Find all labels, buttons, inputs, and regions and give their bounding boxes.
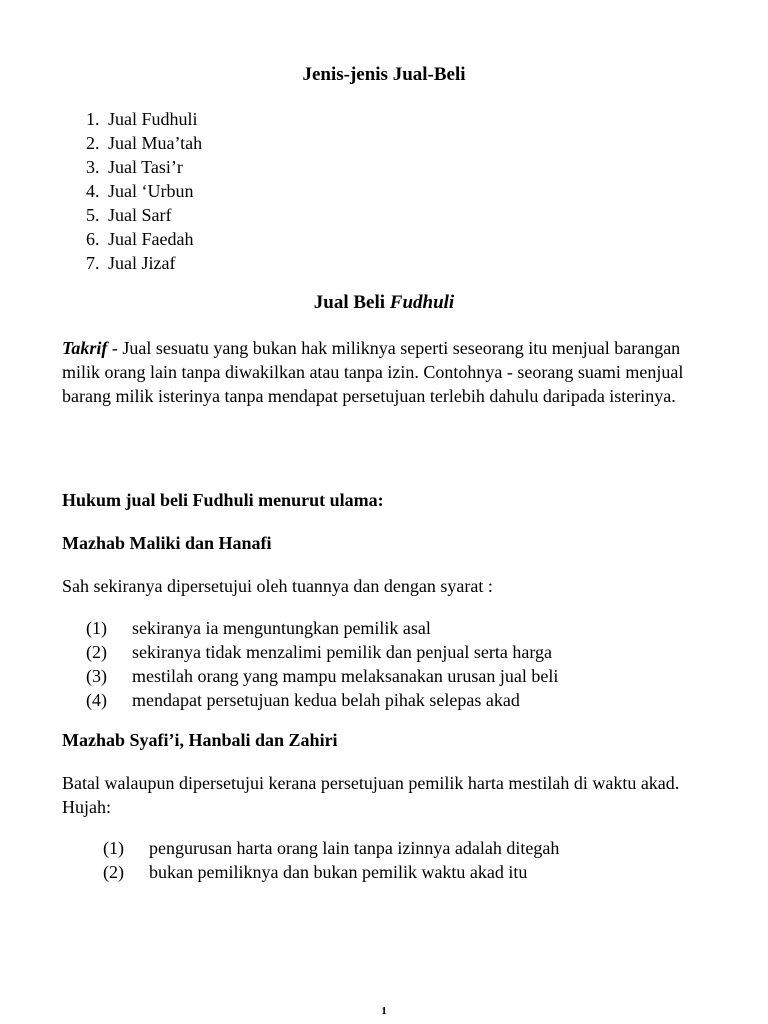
document-title: Jenis-jenis Jual-Beli bbox=[302, 64, 466, 85]
syafii-intro: Batal walaupun dipersetujui kerana persetujuan pemilik harta mestilah di waktu akad. Hujah: bbox=[62, 773, 680, 817]
condition-text: sekiranya tidak menzalimi pemilik dan penjual serta harga bbox=[132, 642, 553, 662]
list-item bbox=[86, 179, 202, 203]
list-item bbox=[86, 107, 202, 131]
maliki-heading: Mazhab Maliki dan Hanafi bbox=[62, 533, 272, 553]
page-number: 1 bbox=[381, 1005, 387, 1017]
list-label: Jual Sarf bbox=[108, 205, 172, 225]
syafii-heading: Mazhab Syafi’i, Hanbali dan Zahiri bbox=[62, 730, 338, 750]
condition-text: mestilah orang yang mampu melaksanakan urusan jual beli bbox=[132, 666, 559, 686]
list-number: 2. bbox=[86, 133, 100, 153]
list-number: 3. bbox=[86, 157, 100, 177]
list-label: Jual Mua’tah bbox=[108, 133, 203, 153]
list-item bbox=[86, 155, 202, 179]
types-list bbox=[86, 107, 202, 275]
argument-text: pengurusan harta orang lain tanpa izinnya adalah ditegah bbox=[149, 838, 560, 858]
list-item bbox=[103, 860, 559, 884]
list-label: Jual Faedah bbox=[108, 229, 194, 249]
list-item bbox=[86, 203, 202, 227]
section-title-prefix: Jual Beli bbox=[313, 292, 386, 313]
maliki-conditions-list bbox=[86, 616, 558, 712]
list-item bbox=[86, 616, 558, 640]
section-title bbox=[0, 292, 768, 314]
takrif-paragraph bbox=[62, 336, 710, 408]
syafii-arguments-list bbox=[103, 836, 559, 884]
list-number: 6. bbox=[86, 229, 100, 249]
list-number: 5. bbox=[86, 205, 100, 225]
list-label: Jual Jizaf bbox=[108, 253, 176, 273]
takrif-lead: Takrif bbox=[62, 338, 108, 358]
list-number: 1. bbox=[86, 109, 100, 129]
list-item bbox=[86, 640, 558, 664]
condition-text: sekiranya ia menguntungkan pemilik asal bbox=[132, 618, 431, 638]
list-number: 4. bbox=[86, 181, 100, 201]
condition-number: (2) bbox=[86, 642, 107, 662]
argument-number: (2) bbox=[103, 862, 124, 882]
condition-number: (3) bbox=[86, 666, 107, 686]
list-item bbox=[86, 251, 202, 275]
list-item bbox=[86, 131, 202, 155]
argument-text: bukan pemiliknya dan bukan pemilik waktu akad itu bbox=[149, 862, 528, 882]
list-item bbox=[86, 688, 558, 712]
condition-number: (1) bbox=[86, 618, 107, 638]
condition-number: (4) bbox=[86, 690, 107, 710]
list-item bbox=[103, 836, 559, 860]
hukum-heading: Hukum jual beli Fudhuli menurut ulama: bbox=[62, 490, 384, 510]
maliki-intro: Sah sekiranya dipersetujui oleh tuannya dan dengan syarat : bbox=[62, 576, 493, 596]
list-number: 7. bbox=[86, 253, 100, 273]
list-label: Jual ‘Urbun bbox=[108, 181, 194, 201]
condition-text: mendapat persetujuan kedua belah pihak selepas akad bbox=[132, 690, 520, 710]
list-label: Jual Tasi’r bbox=[108, 157, 183, 177]
section-title-italic: Fudhuli bbox=[389, 292, 455, 313]
list-item bbox=[86, 227, 202, 251]
argument-number: (1) bbox=[103, 838, 124, 858]
list-label: Jual Fudhuli bbox=[108, 109, 198, 129]
list-item bbox=[86, 664, 558, 688]
takrif-text: - Jual sesuatu yang bukan hak miliknya seperti seseorang itu menjual barangan milik orang lain tanpa diwakilkan atau tanpa izin. Contohnya - seorang suami menjual barang milik isterinya tanpa mendapat persetujuan terlebih dahulu daripada isterinya. bbox=[62, 338, 684, 406]
